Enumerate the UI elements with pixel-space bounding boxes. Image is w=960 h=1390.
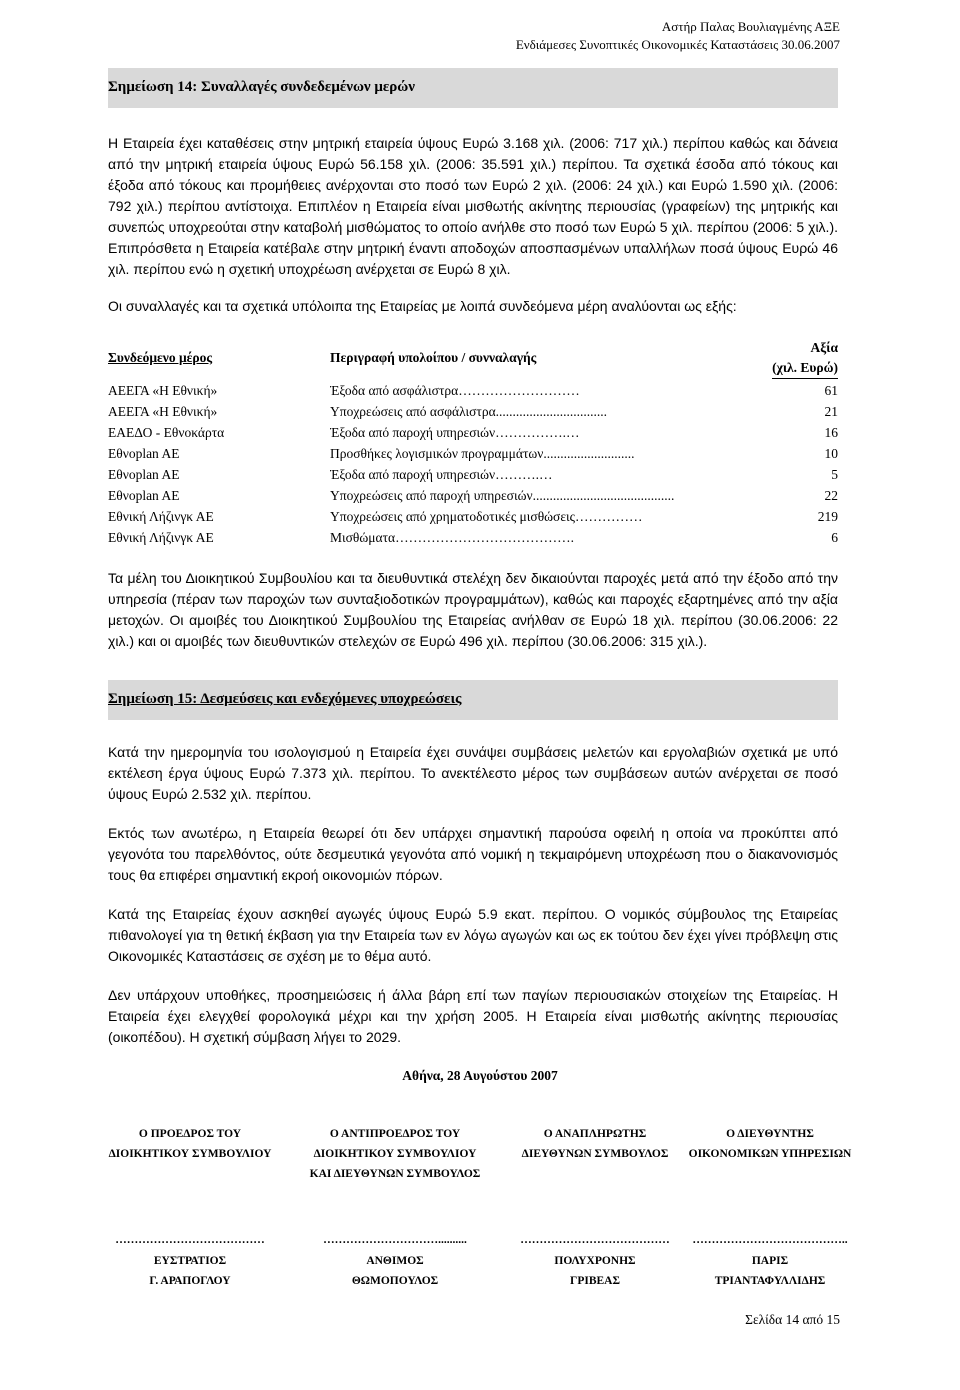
row-value: 5 — [831, 467, 838, 482]
role-line: Ο ΠΡΟΕΔΡΟΣ ΤΟΥ — [138, 1128, 242, 1140]
row-description: Έξοδα από παροχή υπηρεσιών…………….… — [330, 425, 580, 440]
row-party: ΑΕΕΓΑ «Η Εθνική» — [108, 404, 218, 419]
row-party: ΑΕΕΓΑ «Η Εθνική» — [108, 383, 218, 398]
table-row — [108, 527, 838, 548]
signatory-2-name — [290, 1251, 500, 1291]
row-description: Έξοδα από παροχή υπηρεσιών……….… — [330, 467, 553, 482]
page-number: Σελίδα 14 από 15 — [745, 1312, 840, 1327]
related-party-table — [108, 338, 838, 548]
row-description: Έξοδα από ασφάλιστρα……………………… — [330, 383, 580, 398]
row-party: Eθνoplan AE — [108, 446, 180, 461]
signatory-4-signature-line: ………………………………….. — [692, 1234, 848, 1246]
first-name: ΠΑΡΙΣ — [751, 1255, 789, 1267]
signatory-3-name — [495, 1251, 695, 1291]
row-description: Προσθήκες λογισμικών προγραμμάτων........................... — [330, 446, 635, 461]
header-company: Αστήρ Παλας Βουλιαγμένης ΑΞΕ — [661, 19, 840, 34]
note15-paragraph-4: Δεν υπάρχουν υποθήκες, προσημειώσεις ή άλλα βάρη επί των παγίων περιουσιακών στοιχείων της Εταιρείας. Η Εταιρεία έχει ελεγχθεί φορολογικά μέχρι και την χρήση 2005. Η Εταιρεία είναι μισθωτής ακίνητης περιουσίας (οικοπέδου). Η σχετική σύμβαση λήγει το 2029. — [108, 987, 838, 1045]
table-row — [108, 401, 838, 422]
signatory-3-role — [495, 1124, 695, 1164]
page-header — [516, 18, 840, 54]
note14-paragraph: Η Εταιρεία έχει καταθέσεις στην μητρική εταιρεία ύψους Ευρώ 3.168 χιλ. (2006: 717 χιλ.) περίπου καθώς και δάνεια από την μητρική εταιρεία ύψους Ευρώ 56.158 χιλ. (2006: 35.591 χιλ.) περίπου. Τα σχετικά έσοδα από τόκους και έξοδα από τόκους και προμήθειες ανέρχονται στο ποσό των Ευρώ 2 χιλ. (2006: 24 χιλ.) και Ευρώ 1.590 χιλ. (2006: 792 χιλ.) περίπου αντίστοιχα. Επιπλέον η Εταιρεία είναι μισθωτής ακίνητης περιουσίας (γραφείων) της μητρικής και συνεπώς υποχρεούται στην καταβολή μισθώματος το οποίο ανήλθε στο ποσό των Ευρώ 5 χιλ. περίπου (2006: 5 χιλ.). Επιπρόσθετα η Εταιρεία κατέβαλε στην μητρική έναντι αποδοχών αποσπασμένων υπαλλήλων ποσά ύψους Ευρώ 46 χιλ. περίπου ενώ η σχετική υποχρέωση ανέρχεται σε Ευρώ 8 χιλ. — [108, 135, 838, 277]
row-party: Εθνική Λήζινγκ ΑΕ — [108, 530, 214, 545]
last-name: ΘΩΜΟΠΟΥΛΟΣ — [351, 1275, 439, 1287]
table-row — [108, 422, 838, 443]
signatory-4-role — [670, 1124, 870, 1164]
role-line: ΟΙΚΟΝΟΜΙΚΩΝ ΥΠΗΡΕΣΙΩΝ — [688, 1148, 852, 1160]
signatory-1-signature-line: ………………………………… — [115, 1234, 265, 1246]
board-paragraph: Τα μέλη του Διοικητικού Συμβουλίου και τα διευθυντικά στελέχη δεν δικαιούνται παροχές μετά από την έξοδο από την υπηρεσία (πέραν των παροχών των συνταξιοδοτικών προγραμμάτων), καθώς και παροχές εξαρτημένες από την αξία μετοχών. Οι αμοιβές του Διοικητικού Συμβουλίου της Εταιρείας ανήλθαν σε Ευρώ 18 χιλ. περίπου (30.06.2006: 22 χιλ.) και οι αμοιβές των διευθυντικών στελεχών σε Ευρώ 496 χιλ. περίπου (30.06.2006: 315 χιλ.). — [108, 570, 838, 649]
note15-paragraph-3: Κατά της Εταιρείας έχουν ασκηθεί αγωγές ύψους Ευρώ 5.9 εκατ. περίπου. Ο νομικός σύμβουλος της Εταιρείας πιθανολογεί για τη θετική έκβαση για την Εταιρεία των εν λόγω αγωγών και ως εκ τούτου δεν έχει γίνει πρόβλεψη στις Οικονομικές Καταστάσεις σε σχέση με το θέμα αυτό. — [108, 906, 838, 964]
row-value: 16 — [824, 425, 838, 440]
note15-paragraph-1: Κατά την ημερομηνία του ισολογισμού η Εταιρεία έχει συνάψει συμβάσεις μελετών και εργολαβιών σχετικά με υπό εκτέλεση έργα ύψους Ευρώ 7.373 χιλ. περίπου. Το ανεκτέλεστο μέρος των συμβάσεων αυτών ανέρχεται σε ποσό ύψους Ευρώ 2.532 χιλ. περίπου. — [108, 744, 838, 802]
row-description: Μισθώματα…………………………………. — [330, 530, 574, 545]
header-party: Συνδεόμενο μέρος — [108, 350, 213, 365]
row-value: 10 — [824, 446, 838, 461]
row-party: Εθνική Λήζινγκ ΑΕ — [108, 509, 214, 524]
table-row — [108, 464, 838, 485]
role-line: Ο ΔΙΕΥΘΥΝΤΗΣ — [726, 1128, 814, 1140]
table-row — [108, 380, 838, 401]
signatory-1-role — [90, 1124, 290, 1164]
header-value-line1: Αξία — [810, 340, 838, 355]
row-description: Υποχρεώσεις από χρηματοδοτικές μισθώσεις…………… — [330, 509, 643, 524]
row-party: Eθνoplan AE — [108, 488, 180, 503]
row-party: Eθνoplan AE — [108, 467, 180, 482]
table-row — [108, 443, 838, 464]
role-line: ΔΙΕΥΘΥΝΩΝ ΣΥΜΒΟΥΛΟΣ — [521, 1148, 669, 1160]
signatory-2-signature-line: ………………………….......... — [323, 1234, 467, 1246]
first-name: ΠΟΛΥΧΡΟΝΗΣ — [554, 1255, 636, 1267]
last-name: ΤΡΙΑΝΤΑΦΥΛΛΙΔΗΣ — [714, 1275, 826, 1287]
header-description: Περιγραφή υπολοίπου / συνναλαγής — [330, 350, 537, 365]
signatory-3-signature-line: ………………………………… — [520, 1234, 670, 1246]
row-value: 219 — [817, 509, 838, 524]
signatory-1-name — [90, 1251, 290, 1291]
row-value: 21 — [824, 404, 838, 419]
first-name: ΑΝΘΙΜΟΣ — [366, 1255, 424, 1267]
header-value-line2: (χιλ. Ευρώ) — [772, 358, 838, 379]
row-value: 6 — [831, 530, 838, 545]
place-date: Αθήνα, 28 Αυγούστου 2007 — [402, 1068, 558, 1083]
header-value — [772, 338, 838, 379]
note14-intro-line: Οι συναλλαγές και τα σχετικά υπόλοιπα της Εταιρείας με λοιπά συνδεόμενα μέρη αναλύονται ως εξής: — [108, 298, 737, 314]
signatory-4-name — [670, 1251, 870, 1291]
row-description: Υποχρεώσεις από παροχή υπηρεσιών.......................................... — [330, 488, 675, 503]
role-line: Ο ΑΝΑΠΛΗΡΩΤΗΣ — [543, 1128, 647, 1140]
role-line: ΔΙΟΙΚΗΤΙΚΟΥ ΣΥΜΒΟΥΛΙΟΥ — [313, 1148, 477, 1160]
role-line: ΔΙΟΙΚΗΤΙΚΟΥ ΣΥΜΒΟΥΛΙΟΥ — [108, 1148, 272, 1160]
last-name: Γ. ΑΡΑΠΟΓΛΟΥ — [149, 1275, 231, 1287]
first-name: ΕΥΣΤΡΑΤΙΟΣ — [153, 1255, 227, 1267]
note15-title-bar — [108, 680, 838, 720]
table-header — [108, 338, 838, 380]
note15-paragraph-2: Εκτός των ανωτέρω, η Εταιρεία θεωρεί ότι δεν υπάρχει σημαντική παρούσα οφειλή η οποία να προκύπτει από γεγονότα του παρελθόντος, ούτε δεσμευτικά γεγονότα από νομική η τεκμαιρόμενη υποχρέωση που ο διακανονισμός τους θα επιφέρει σημαντική εκροή οικονομιών πόρων. — [108, 825, 838, 883]
role-line: Ο ΑΝΤΙΠΡΟΕΔΡΟΣ ΤΟΥ — [329, 1128, 461, 1140]
note14-title-bar — [108, 68, 838, 108]
row-value: 61 — [824, 383, 838, 398]
signatory-2-role — [290, 1124, 500, 1184]
row-value: 22 — [824, 488, 838, 503]
row-description: Υποχρεώσεις από ασφάλιστρα................................. — [330, 404, 608, 419]
last-name: ΓΡΙΒΕΑΣ — [570, 1275, 620, 1287]
header-subtitle: Ενδιάμεσες Συνοπτικές Οικονομικές Καταστάσεις 30.06.2007 — [515, 37, 840, 52]
note15-title: Σημείωση 15: Δεσμεύσεις και ενδεχόμενες υποχρεώσεις — [108, 691, 462, 707]
table-row — [108, 485, 838, 506]
role-line: ΚΑΙ ΔΙΕΥΘΥΝΩΝ ΣΥΜΒΟΥΛΟΣ — [309, 1168, 481, 1180]
table-row — [108, 506, 838, 527]
note14-title: Σημείωση 14: Συναλλαγές συνδεδεμένων μερών — [108, 79, 415, 95]
row-party: ΕΑΕΔΟ - Εθνοκάρτα — [108, 425, 225, 440]
